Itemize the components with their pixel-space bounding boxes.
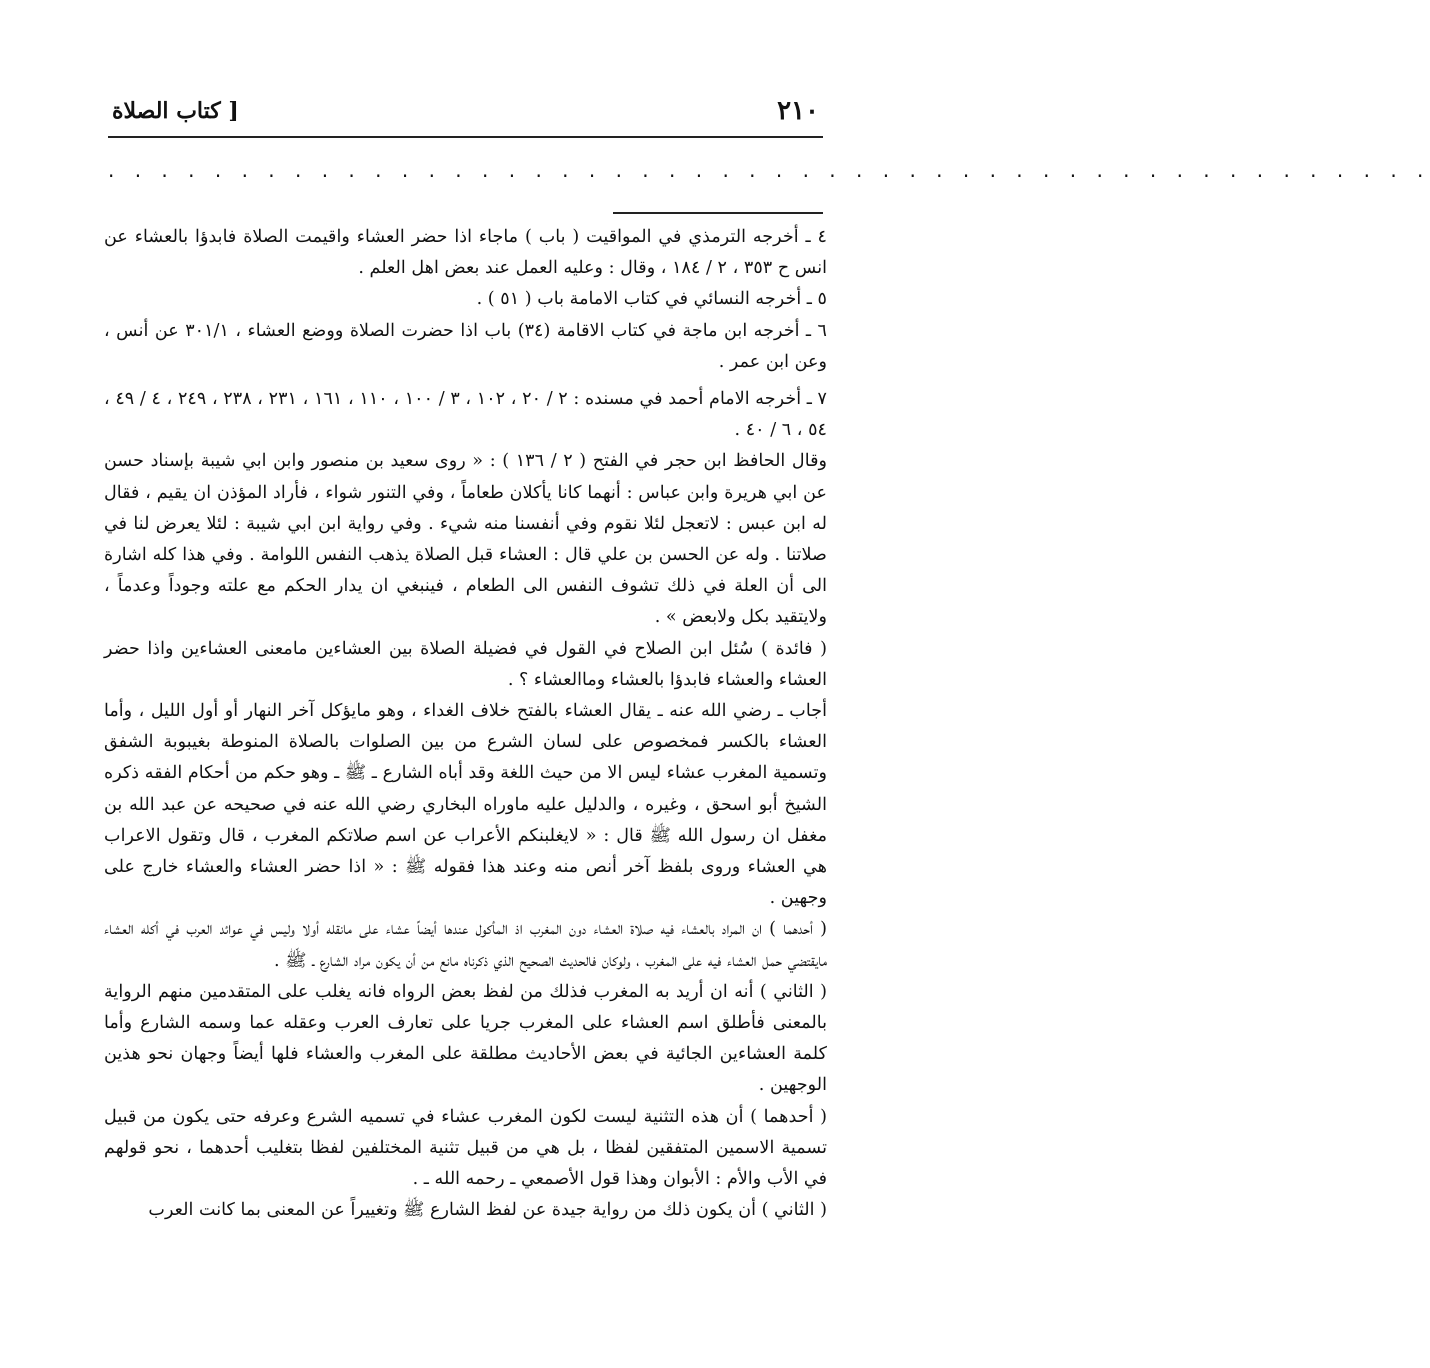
paragraph: أجاب ـ رضي الله عنه ـ يقال العشاء بالفتح خلاف الغداء ، وهو مايؤكل آخر النهار أو أول الليل ، وأما العشاء بالكسر فمخصوص على لسان الشرع من بين الصلوات بالصلاة المنوطة بغيبوبة الشفق وتسمية المغرب عشاء ليس الا من حيث اللغة وقد أباه الشارع ـ ﷺ ـ وهو حكم من أحكام الفقه ذكره الشيخ أبو اسحق ، وغيره ، والدليل عليه ماوراه البخاري رضي الله عنه في صحيحه عن عبد الله بن مغفل ان رسول الله ﷺ قال : « لايغلبنكم الأعراب عن اسم صلاتكم المغرب ، قال وتقول الاعراب هي العشاء وروى بلفظ آخر أنص منه وعند هذا فقوله ﷺ : « اذا حضر العشاء والعشاء خارج على وجهين .: [104, 701, 827, 909]
page-header: [112, 92, 819, 132]
footnote-rule: [613, 212, 823, 214]
paragraph: ( الثاني ) أنه ان أريد به المغرب فذلك من لفظ بعض الرواه فانه يغلب على المتقدمين منهم الرواية بالمعنى فأطلق اسم العشاء على المغرب جريا على تعارف العرب وعقله عما وسمه الشارع وأما كلمة العشاءين الجائية في بعض الأحاديث مطلقة على المغرب والعشاء فلها أيضاً وجهان نحو هذين الوجهين .: [104, 981, 827, 1096]
footnote-7: ٧ ـ أخرجه الامام أحمد في مسنده : ٢ / ٢٠ ، ١٠٢ ، ٣ / ١٠٠ ، ١١٠ ، ١٦١ ، ٢٣١ ، ٢٣٨ ، ٢٤٩ ، ٤ / ٤٩ ، ٥٤ ، ٦ / ٤٠ .: [104, 389, 827, 441]
page-number: ٢١٠: [777, 96, 819, 126]
footnote-6: ٦ ـ أخرجه ابن ماجة في كتاب الاقامة (٣٤) باب اذا حضرت الصلاة ووضع العشاء ، ٣٠١/١ عن أنس ، وعن ابن عمر .: [104, 320, 827, 372]
running-title: [ كتاب الصلاة: [112, 98, 239, 124]
separator-dots: . . . . . . . . . . . . . . . . . . . . . . . . . . . . . . . . . . . . . . . . . . . . . . . . . .: [108, 158, 1430, 182]
paragraph: وقال الحافظ ابن حجر في الفتح ( ٢ / ١٣٦ ) : « روى سعيد بن منصور وابن ابي شيبة بإسناد حسن عن ابي هريرة وابن عباس : أنهما كانا يأكلان طعاماً ، وفي التنور شواء ، فأراد المؤذن ان يقيم ، فقال له ابن عبس : لاتعجل لئلا نقوم وفي أنفسنا منه شيء . وفي رواية ابن ابي شيبة : لئلا يعرض لنا في صلاتنا . وله عن الحسن بن علي قال : العشاء قبل الصلاة يذهب النفس اللوامة . وفي هذا كله اشارة الى أن العلة في ذلك تشوف النفس الى الطعام ، فينبغي ان يدار الحكم مع علته وجوداً وعدماً ، ولايتقيد بكل ولابعض » .: [104, 451, 827, 628]
paragraph: ( فائدة ) سُئل ابن الصلاح في القول في فضيلة الصلاة بين العشاءين مامعنى العشاءين واذا حضر العشاء والعشاء فابدؤا بالعشاء وماالعشاء ؟ .: [104, 638, 827, 690]
paragraph: ( الثاني ) أن يكون ذلك من رواية جيدة عن لفظ الشارع ﷺ وتغييراً عن المعنى بما كانت العرب: [148, 1200, 827, 1221]
footnote-5: ٥ ـ أخرجه النسائي في كتاب الامامة باب ( ٥١ ) .: [476, 289, 827, 310]
page-body: [104, 222, 827, 1268]
paragraph: ( أحدهما ) ان المراد بالعشاء فيه صلاة العشاء دون المغرب اذ المأكول عندها أيضاً عشاء على مانقله أولا وليس في عوائد العرب في أكله العشاء مايقتضي حمل العشاء فيه على المغرب ، ولوكان فالحديث الصحيح الذي ذكرناه مانع من أن يكون مراد الشارع ـ ﷺ .: [104, 919, 827, 971]
header-rule: [108, 136, 823, 138]
paragraph: ( أحدهما ) أن هذه التثنية ليست لكون المغرب عشاء في تسميه الشرع وعرفه حتى يكون من قبيل تسمية الاسمين المتفقين لفظا ، بل هي من قبيل تثنية المختلفين لفظا بتغليب أحدهما ، نحو قولهم في الأب والأم : الأبوان وهذا قول الأصمعي ـ رحمه الله ـ .: [104, 1106, 827, 1190]
footnote-4: ٤ ـ أخرجه الترمذي في المواقيت ( باب ) ماجاء اذا حضر العشاء واقيمت الصلاة فابدؤا بالعشاء عن انس ح ٣٥٣ ، ٢ / ١٨٤ ، وقال : وعليه العمل عند بعض اهل العلم .: [104, 227, 827, 279]
